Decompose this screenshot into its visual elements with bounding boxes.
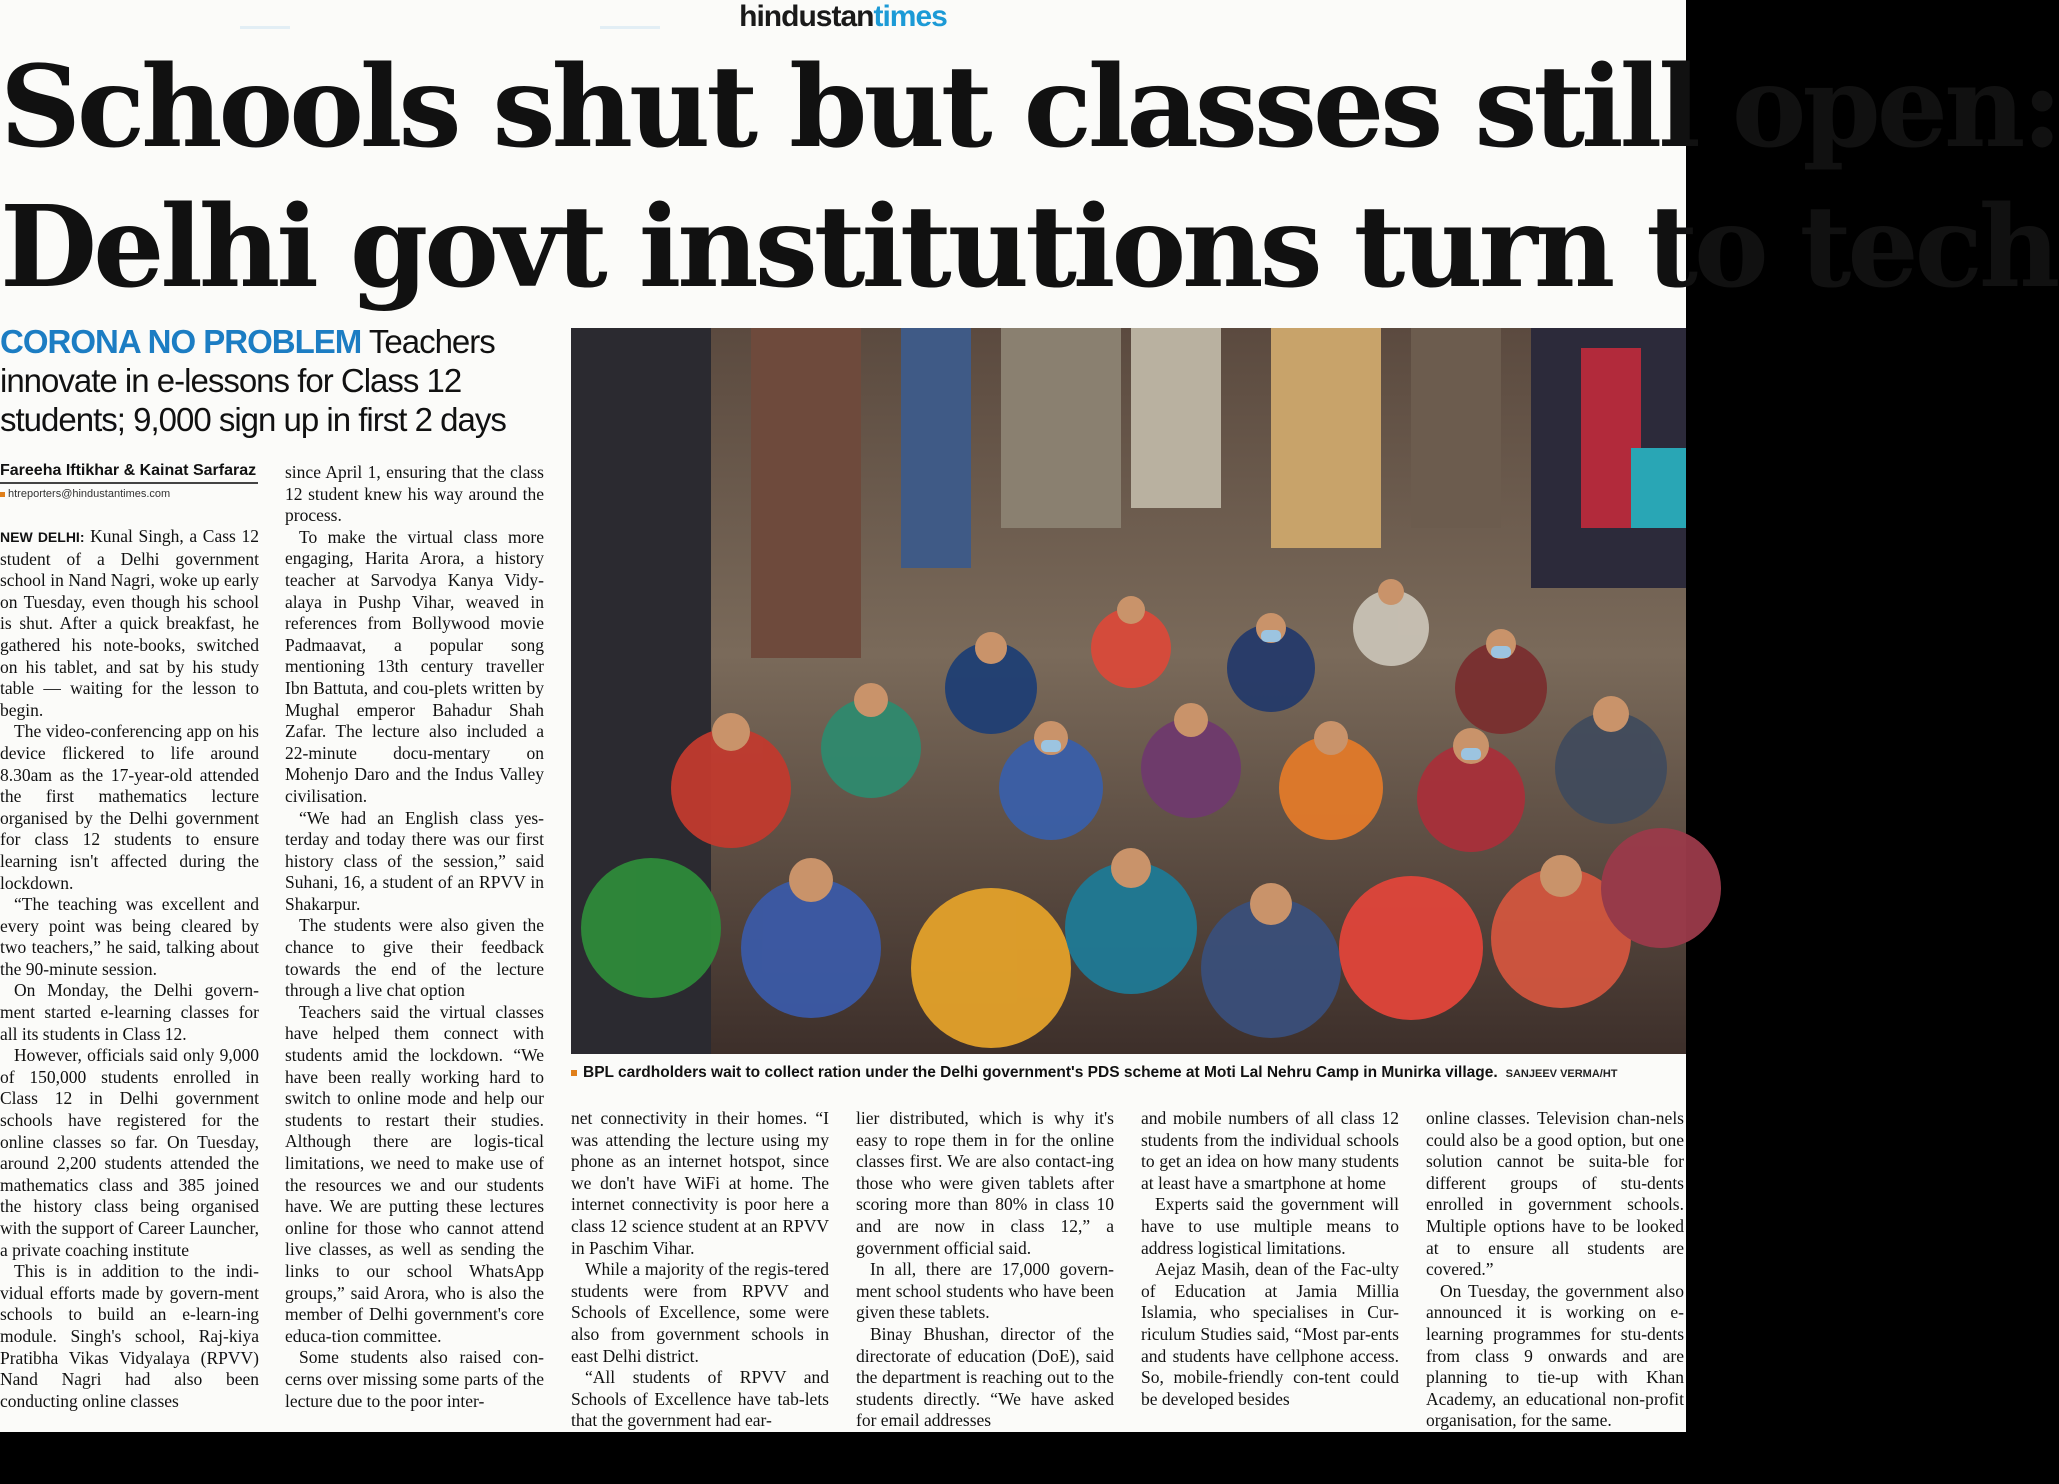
- logo-text-hindustan: hindustan: [739, 0, 874, 33]
- article-column-5: [1141, 1108, 1399, 1432]
- bullet-icon: [571, 1070, 577, 1076]
- hindustan-times-logo: [739, 0, 947, 33]
- article-paragraph: However, officials said only 9,000 of 150,000 students enrolled in Class 12 in Delhi government schools have registered for the online classes so far. On Tuesday, around 2,200 students attended the mathematics class and 385 joined the history class being organised with the support of Career Launcher, a private coaching institute: [0, 1045, 259, 1260]
- article-column-6: [1426, 1108, 1684, 1432]
- article-paragraph: online classes. Television chan-nels could also be a good option, but one solution cannot be suita-ble for different groups of stu-dents enrolled in government schools. Multiple options have to be looked at to ensure all students are covered.”: [1426, 1108, 1684, 1280]
- headline-line-1: Schools shut but classes still open:: [0, 42, 2059, 173]
- kicker-tag: CORONA NO PROBLEM: [0, 323, 362, 360]
- article-paragraph: To make the virtual class more engaging, Harita Arora, a history teacher at Sarvodya Kanya Vidy-alaya in Pushp Vihar, weaved in references from Bollywood movie Padmaavat, a popular song mentioning 13th century traveller Ibn Battuta, and cou-plets written by Mughal emperor Bahadur Shah Zafar. The lecture also included a 22-minute docu-mentary on Mohenjo Daro and the Indus Valley civilisation.: [285, 526, 544, 806]
- masthead-rule-mid: [600, 26, 660, 29]
- photo-credit: SANJEEV VERMA/HT: [1505, 1068, 1618, 1080]
- article-paragraph: “We had an English class yes-terday and today there was our first history class of the session,” said Suhani, 16, a student of an RPVV in Shakarpur.: [285, 807, 544, 914]
- kicker-text: Teachers innovate in e-lessons for Class 12 students; 9,000 sign up in first 2 days: [0, 323, 506, 438]
- article-paragraph: This is in addition to the indi-vidual efforts made by govern-ment schools to build an e-learn-ing module. Singh's school, Raj-kiya Pratibha Vikas Vidyalaya (RPVV) Nand Nagri had also been conducting online classes: [0, 1261, 259, 1411]
- kicker: [0, 322, 545, 439]
- byline-email: [0, 488, 170, 500]
- dateline: NEW DELHI:: [0, 529, 85, 545]
- article-column-2: [285, 462, 544, 1432]
- article-paragraph: and mobile numbers of all class 12 students from the individual schools to get an idea on how many students at least have a smartphone at home: [1141, 1108, 1399, 1193]
- article-paragraph: In all, there are 17,000 govern-ment school students who have been given these tablets.: [856, 1259, 1114, 1323]
- article-paragraph: Aejaz Masih, dean of the Fac-ulty of Education at Jamia Millia Islamia, who specialises in Cur-riculum Studies said, “Most par-ents and students have cellphone access. So, mobile-friendly con-tent could be developed besides: [1141, 1259, 1399, 1409]
- article-paragraph: On Tuesday, the government also announced it is working on e-learning programmes for stu-dents from class 9 onwards and are planning to tie-up with Khan Academy, an educational non-profit organisation, for the same.: [1426, 1280, 1684, 1431]
- email-text: htreporters@hindustantimes.com: [8, 488, 171, 500]
- article-paragraph: The video-conferencing app on his device flickered to life around 8.30am as the 17-year-old attended the first mathematics lecture organised by the Delhi government for class 12 students to ensure learning isn't affected during the lockdown.: [0, 721, 259, 893]
- article-column-3: [571, 1108, 829, 1432]
- article-paragraph: [0, 526, 259, 721]
- photo-caption: [571, 1064, 1686, 1082]
- crowd-photo: [571, 328, 1686, 1054]
- article-paragraph: “All students of RPVV and Schools of Excellence have tab-lets that the government had ear-: [571, 1367, 829, 1431]
- article-paragraph: lier distributed, which is why it's easy to rope them in for the online classes first. We are also contact-ing those who were given tablets after scoring more than 80% in class 10 and are now in class 12,” a government official said.: [856, 1108, 1114, 1258]
- paragraph-text: Kunal Singh, a Cass 12 student of a Delhi government school in Nand Nagri, woke up early on Tuesday, even though his school is shut. After a quick breakfast, he gathered his note-books, switched on his tablet, and sat by his study table — waiting for the lesson to begin.: [0, 526, 259, 720]
- article-paragraph: “The teaching was excellent and every point was being cleared by two teachers,” he said, talking about the 90-minute session.: [0, 894, 259, 979]
- article-paragraph: The students were also given the chance to give their feedback towards the end of the lecture through a live chat option: [285, 915, 544, 1001]
- article-paragraph: net connectivity in their homes. “I was attending the lecture using my phone as an internet hotspot, since we don't have WiFi at home. The internet connectivity is poor here a class 12 science student at an RPVV in Paschim Vihar.: [571, 1108, 829, 1258]
- caption-text: BPL cardholders wait to collect ration under the Delhi government's PDS scheme at Moti Lal Nehru Camp in Munirka village.: [583, 1064, 1498, 1081]
- article-paragraph: Teachers said the virtual classes have helped them connect with students amid the lockdown. “We have been really working hard to switch to online mode and help our students to restart their studies. Although there are logis-tical limitations, we need to make use of the resources we and our students have. We are putting these lectures online for those who cannot attend live classes, as well as sending the links to our school WhatsApp groups,” said Arora, who is also the member of Delhi government's core educa-tion committee.: [285, 1001, 544, 1346]
- photo-illustration: [571, 328, 1686, 1054]
- article-paragraph: On Monday, the Delhi govern-ment started e-learning classes for all its students in Class 12.: [0, 980, 259, 1044]
- masthead: [0, 0, 1686, 36]
- article-paragraph: While a majority of the regis-tered students were from RPVV and Schools of Excellence, some were also from government schools in east Delhi district.: [571, 1259, 829, 1366]
- logo-text-times: times: [873, 0, 947, 33]
- article-paragraph: Experts said the government will have to use multiple means to address logistical limitations.: [1141, 1194, 1399, 1258]
- byline: Fareeha Iftikhar & Kainat Sarfaraz: [0, 462, 258, 484]
- article-column-1: [0, 526, 259, 1432]
- article-column-4: [856, 1108, 1114, 1432]
- article-paragraph: since April 1, ensuring that the class 12 student knew his way around the process.: [285, 462, 544, 526]
- article-paragraph: Some students also raised con-cerns over missing some parts of the lecture due to the poor inter-: [285, 1347, 544, 1411]
- masthead-rule-left: [240, 26, 290, 29]
- headline-line-2: Delhi govt institutions turn to tech: [0, 182, 2057, 313]
- article-paragraph: Binay Bhushan, director of the directorate of education (DoE), said the department is reaching out to the students directly. “We have asked for email addresses: [856, 1323, 1114, 1431]
- bullet-icon: [0, 492, 5, 497]
- headline: [0, 38, 2059, 318]
